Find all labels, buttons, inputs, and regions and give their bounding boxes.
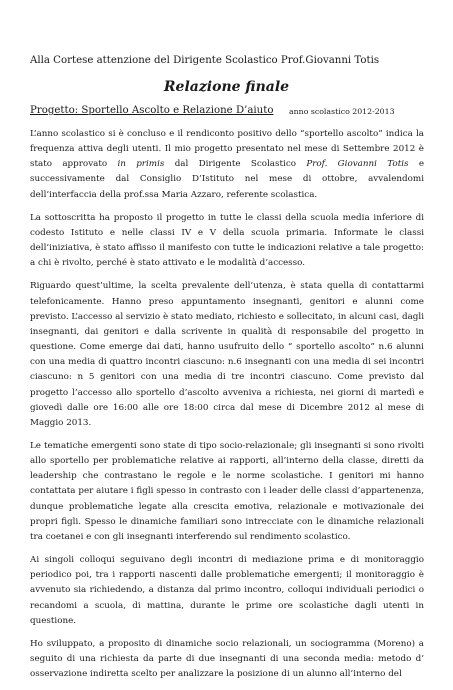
school-year: anno scolastico 2012-2013 xyxy=(289,107,395,116)
project-title: Progetto: Sportello Ascolto e Relazione D’aiuto xyxy=(30,105,274,116)
in-primis-text: in primis xyxy=(117,159,165,170)
document-title: Relazione finale xyxy=(163,79,290,95)
paragraph-themes: Le tematiche emergenti sono state di tipo socio-relazionale; gli insegnanti si sono rivolti allo sportello per problematiche relative ai rapporti, all’interno della classe, diretti da leadership che contrastano le regole e le norme scolastiche. I genitori mi hanno contattata per aiutare i figli spesso in contrasto con i leader delle classi d’appartenenza, dunque problematiche legate alla crescita emotiva, relazionale e motivazionale dei propri figli. Spesso le dinamiche familiari sono intrecciate con le dinamiche relazionali tra coetanei e con gli insegnanti interferendo sul rendimento scolastico. xyxy=(30,440,424,542)
paragraph-monitoring: Ai singoli colloqui seguivano degli incontri di mediazione prima e di monitoraggio periodico poi, tra i rapporti nascenti dalle problematiche emergenti; il monitoraggio è avvenuto sia richiedendo, a distanza dal primo incontro, colloqui individuali periodici o recandomi a scuola, di mattina, durante le prime ore scolastiche dagli utenti in questione. xyxy=(30,555,424,626)
dirigente-name: Prof. Giovanni Totis xyxy=(306,159,409,170)
paragraph-proposal: La sottoscritta ha proposto il progetto in tutte le classi della scuola media inferiore di codesto Istituto e nelle classi IV e V della scuola primaria. Informate le classi dell’iniziativa, è stato affisso il manifesto con tutte le indicazioni relative a tale progetto: a chi è rivolto, perché è stato attivato e le modalità d’accesso. xyxy=(30,212,424,269)
report-body xyxy=(30,127,424,690)
paragraph-access: Riguardo quest’ultime, la scelta prevalente dell’utenza, è stata quella di contattarmi telefonicamente. Hanno preso appuntamento insegnanti, genitori e alunni come previsto. L’accesso al servizio è stato mediato, richiesto e sollecitato, in alcuni casi, dagli insegnanti, dai genitori e dalla scrivente in qualità di responsabile del progetto in questione. Come emerge dai dati, hanno usufruito dello “ sportello ascolto” n.6 alunni con una media di quattro incontri ciascuno: n.6 insegnanti con una media di sei incontri ciascuno: n 5 genitori con una media di tre incontri ciascuno. Come previsto dal progetto l’accesso allo sportello d’ascolto avveniva a richiesta, nei giorni di martedì e giovedì dalle ore 16:00 alle ore 18:00 circa dal mese di Dicembre 2012 al mese di Maggio 2013. xyxy=(30,281,424,428)
paragraph-approval: L’anno scolastico si è concluso e il rendiconto positivo dello “sportello ascolto” indica la frequenza attiva degli utenti. Il mio progetto presentato nel mese di Settembre 2012 è stato approvato in primis dal Dirigente Scolastico Prof. Giovanni Totis e successivamente dal Consiglio D’Istituto nel mese di ottobre, avvalendomi dell’interfaccia della prof.ssa Maria Azzaro, referente scolastica. xyxy=(30,129,424,200)
addressee-line: Alla Cortese attenzione del Dirigente Scolastico Prof.Giovanni Totis xyxy=(30,55,380,66)
paragraph-sociogram: Ho sviluppato, a proposito di dinamiche socio relazionali, un sociogramma (Moreno) a seguito di una richiesta da parte di due insegnanti di una seconda media: metodo d’ osservazione indiretta scelto per analizzare la posizione di un alunno all’interno del xyxy=(30,638,424,680)
